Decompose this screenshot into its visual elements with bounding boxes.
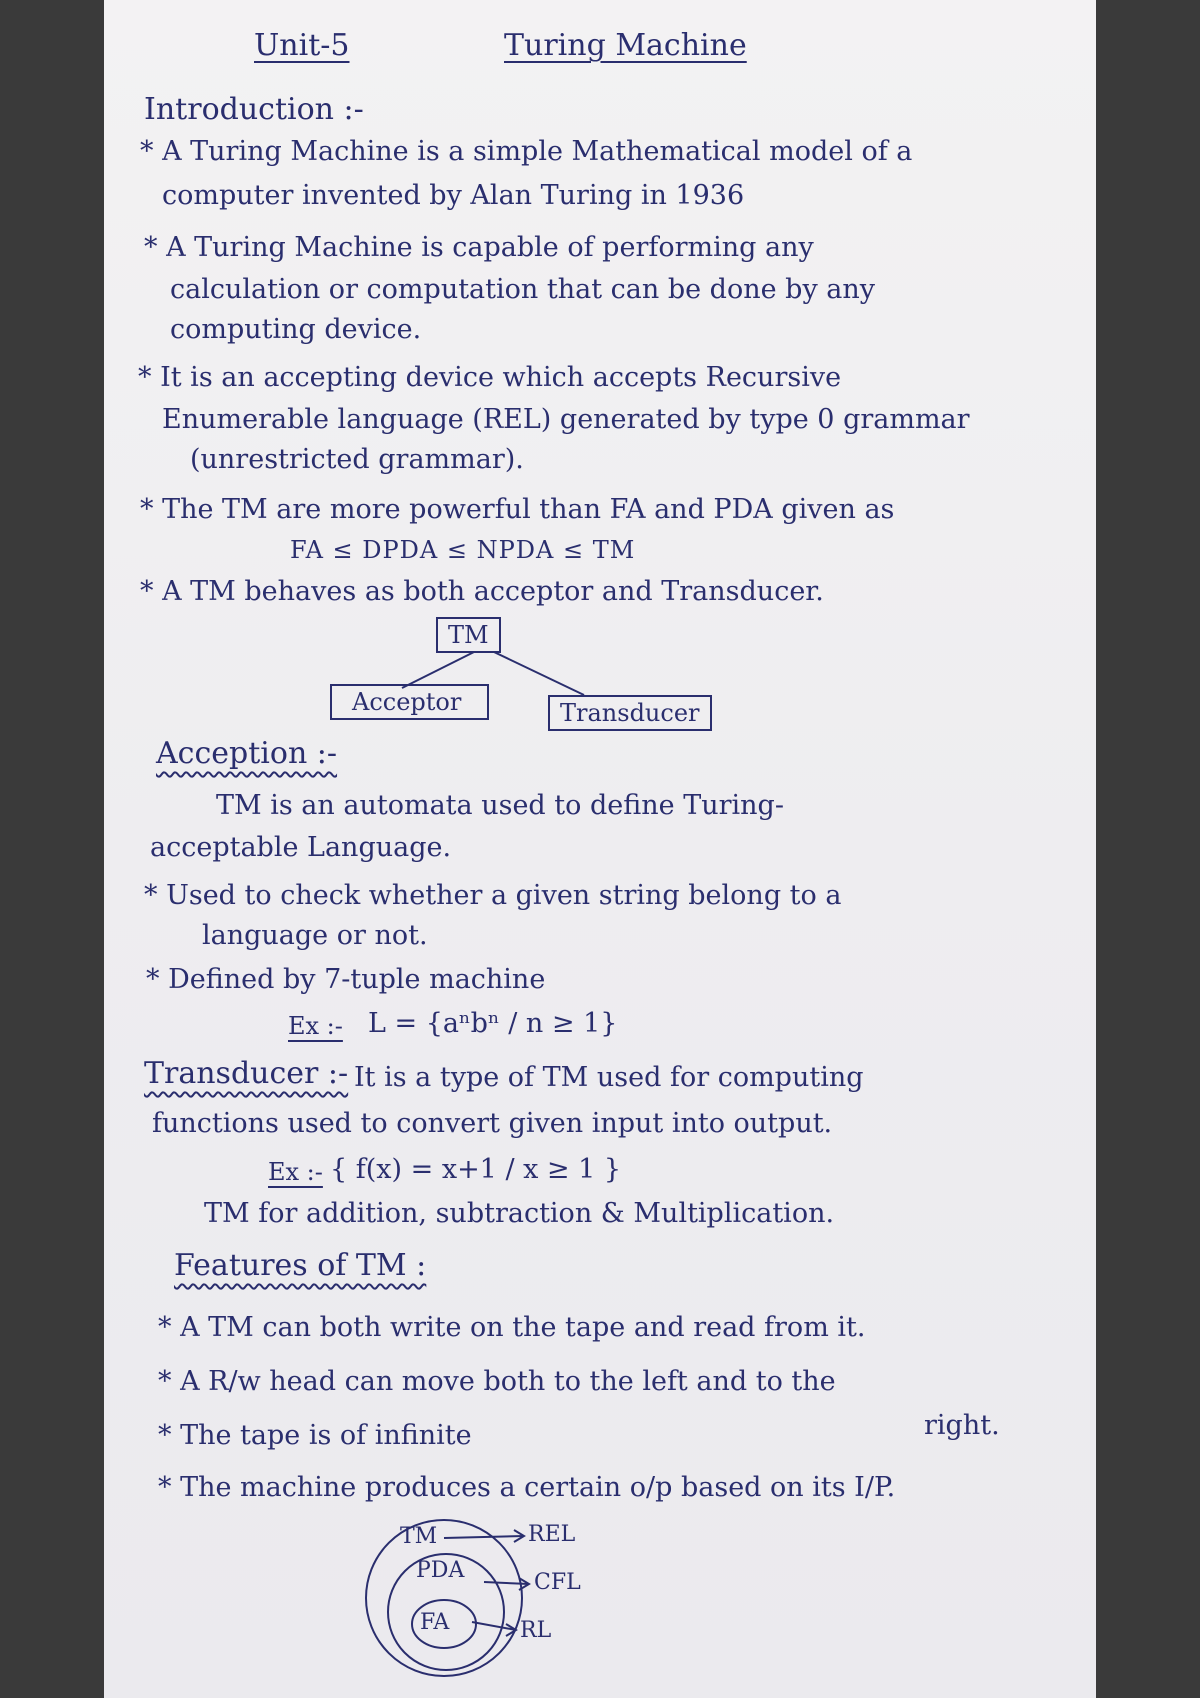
- features-heading: Features of TM :: [174, 1248, 427, 1283]
- automata-hierarchy: FA ≤ DPDA ≤ NPDA ≤ TM: [290, 536, 636, 564]
- venn-label-pda: PDA: [416, 1558, 465, 1583]
- venn-diagram: [104, 0, 1096, 1698]
- transducer-note: TM for addition, subtraction & Multiplication.: [204, 1198, 835, 1229]
- acception-line-1: TM is an automata used to define Turing-: [216, 790, 784, 821]
- features-bullet-2-right: right.: [924, 1410, 1000, 1441]
- acception-line-2: acceptable Language.: [150, 832, 452, 863]
- features-bullet-4: * The machine produces a certain o/p based on its I/P.: [158, 1472, 896, 1503]
- acception-bullet-1-line-2: language or not.: [202, 920, 428, 951]
- intro-bullet-4-line-1: * The TM are more powerful than FA and PDA given as: [140, 494, 895, 525]
- transducer-example: { f(x) = x+1 / x ≥ 1 }: [330, 1154, 622, 1185]
- intro-bullet-2-line-1: * A Turing Machine is capable of performing any: [144, 232, 814, 263]
- intro-bullet-2-line-3: computing device.: [170, 314, 422, 345]
- venn-target-rl: RL: [520, 1618, 552, 1643]
- features-bullet-3: * The tape is of infinite: [158, 1420, 472, 1451]
- acception-bullet-1-line-1: * Used to check whether a given string belong to a: [144, 880, 842, 911]
- arrow-tm-rel: [444, 1536, 524, 1538]
- intro-bullet-3-line-2: Enumerable language (REL) generated by type 0 grammar: [162, 404, 970, 435]
- introduction-heading: Introduction :-: [144, 92, 364, 127]
- venn-label-tm: TM: [400, 1524, 438, 1549]
- tree-node-transducer: Transducer: [548, 695, 712, 731]
- venn-target-cfl: CFL: [534, 1570, 581, 1595]
- intro-bullet-5: * A TM behaves as both acceptor and Transducer.: [140, 576, 824, 607]
- notebook-page: [104, 0, 1096, 1698]
- unit-label: Unit-5: [254, 28, 350, 63]
- intro-bullet-3-line-1: * It is an accepting device which accepts Recursive: [138, 362, 842, 393]
- tree-root-tm: TM: [436, 617, 501, 653]
- intro-bullet-3-line-3: (unrestricted grammar).: [190, 444, 524, 475]
- features-bullet-2: * A R/w head can move both to the left and to the: [158, 1366, 836, 1397]
- transducer-heading: Transducer :-: [144, 1056, 349, 1091]
- transducer-example-label: Ex :-: [268, 1158, 323, 1186]
- arrow-pda-cfl: [484, 1582, 529, 1584]
- venn-target-rel: REL: [528, 1522, 576, 1547]
- acception-example: L = {aⁿbⁿ / n ≥ 1}: [368, 1008, 618, 1039]
- transducer-line-2: functions used to convert given input into output.: [152, 1108, 833, 1139]
- intro-bullet-2-line-2: calculation or computation that can be done by any: [170, 274, 876, 305]
- acception-example-label: Ex :-: [288, 1012, 343, 1040]
- transducer-line-1: It is a type of TM used for computing: [354, 1062, 864, 1093]
- intro-bullet-1-line-2: computer invented by Alan Turing in 1936: [162, 180, 745, 211]
- page-title: Turing Machine: [504, 28, 747, 63]
- venn-label-fa: FA: [420, 1610, 450, 1635]
- acception-bullet-2: * Defined by 7-tuple machine: [146, 964, 546, 995]
- features-bullet-1: * A TM can both write on the tape and read from it.: [158, 1312, 866, 1343]
- tree-node-acceptor: Acceptor: [330, 684, 489, 720]
- acception-heading: Acception :-: [156, 736, 338, 771]
- intro-bullet-1-line-1: * A Turing Machine is a simple Mathematical model of a: [140, 136, 913, 167]
